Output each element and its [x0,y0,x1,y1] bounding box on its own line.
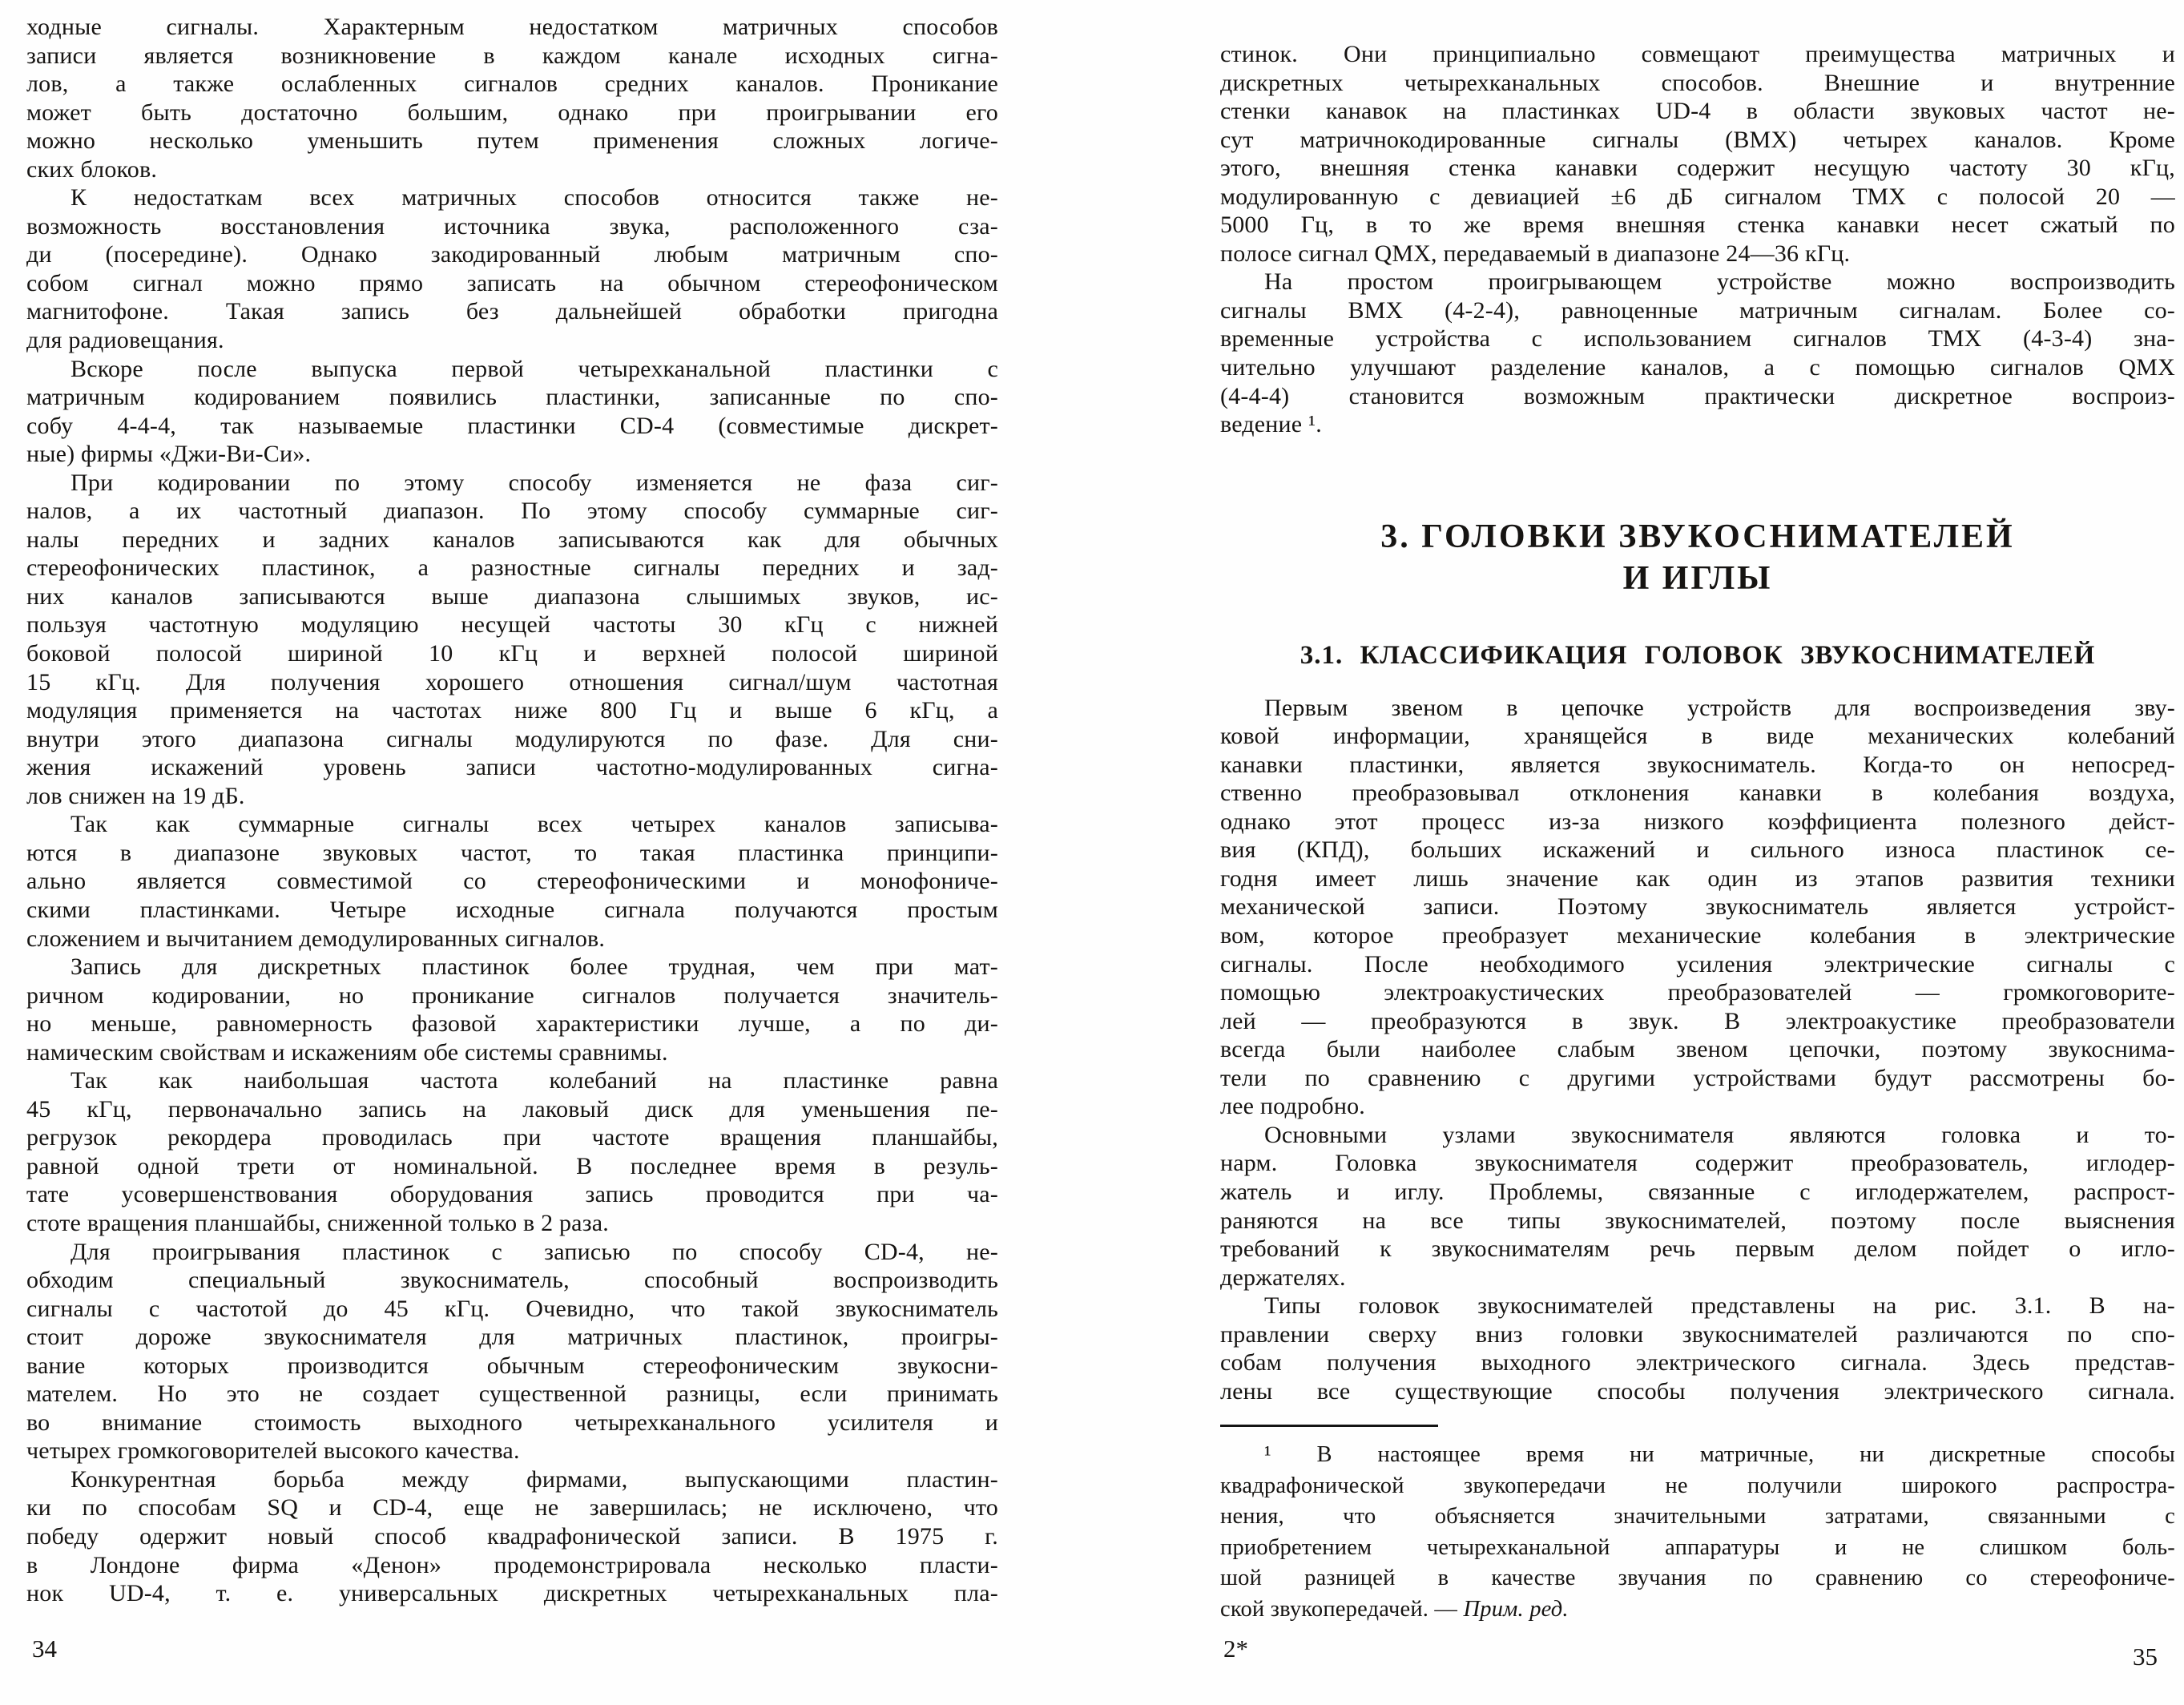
text-line: ные) фирмы «Джи-Ви-Си». [26,441,312,468]
text-line: в Лондоне фирма «Денон» продемонстрировала несколько пласти- [26,1551,998,1578]
text-line: этого, внешняя стенка канавки содержит несущую частоту 30 кГц, [1220,155,2175,182]
text-line: лены все существующие способы получения электрического сигнала. [1220,1377,2175,1405]
text-line: сложением и вычитанием демодулированных сигналов. [26,925,606,952]
text-line: ходные сигналы. Характерным недостатком матричных способов [26,14,998,40]
page-number-right: 35 [2133,1643,2158,1671]
text-line: Первым звеном в цепочке устройств для воспроизведения зву- [1264,694,2175,721]
text-line: временные устройства с использованием сигналов ТМХ (4-3-4) зна- [1220,325,2175,353]
footnote-line: нения, что объясняется значительными затратами, связанными с [1220,1504,2175,1530]
text-line: записи является возникновение в каждом канале исходных сигна- [26,42,998,69]
text-line: них каналов записываются выше диапазона слышимых звуков, ис- [26,582,998,610]
text-line: матричным кодированием появились пластинки, записанные по спо- [26,384,998,411]
text-line: обходим специальный звукосниматель, способный воспроизводить [26,1267,998,1294]
text-line: Конкурентная борьба между фирмами, выпускающими пластин- [71,1465,998,1493]
text-line: тате усовершенствования оборудования запись проводится при ча- [26,1181,998,1208]
text-line: механической записи. Поэтому звукосниматель является устройст- [1220,893,2175,921]
text-line: стоит дороже звукоснимателя для матричных пластинок, проигры- [26,1324,998,1351]
signature-mark: 2* [1223,1634,1248,1663]
text-line: ских блоков. [26,155,158,183]
text-line: правлении сверху вниз головки звукоснимателей различаются по спо- [1220,1320,2175,1348]
text-line: однако этот процесс из-за низкого коэффициента полезного дейст- [1220,808,2175,835]
text-line: (4-4-4) становится возможным практически дискретное воспроиз- [1220,382,2175,409]
text-line: нок UD-4, т. е. универсальных дискретных четырехканальных пла- [26,1580,998,1607]
text-line: стенки канавок на пластинках UD-4 в области звуковых частот не- [1220,98,2175,125]
text-line: полосе сигнал QMX, передаваемый в диапазоне 24—36 кГц. [1220,240,1851,267]
text-line: ричном кодировании, но проникание сигналов получается значитель- [26,981,998,1009]
text-line: ковой информации, хранящейся в виде механических колебаний [1220,723,2175,750]
text-line: сигналы. После необходимого усиления электрические сигналы с [1220,950,2175,977]
text-line: ки по способам SQ и CD-4, еще не завершилась; не исключено, что [26,1494,998,1522]
footnote-line: ской звукопередачей. — Прим. ред. [1220,1596,1569,1622]
text-line: Так как наибольшая частота колебаний на пластинке равна [71,1067,998,1094]
text-line: но меньше, равномерность фазовой характеристики лучше, а по ди- [26,1010,998,1038]
text-line: всегда были наиболее слабым звеном цепочки, поэтому звукоснима- [1220,1036,2175,1063]
chapter-heading [1220,516,2175,599]
text-line: налы передних и задних каналов записываются как для обычных [26,526,998,553]
text-line: раняются на все типы звукоснимателей, поэтому после выяснения [1220,1207,2175,1234]
text-line: чительно улучшают разделение каналов, а с помощью сигналов QMX [1220,354,2175,381]
text-line: магнитофоне. Такая запись без дальнейшей обработки пригодна [26,298,998,325]
text-line: намическим свойствам и искажениям обе системы сравнимы. [26,1038,668,1066]
text-line: лов снижен на 19 дБ. [26,782,245,809]
text-line: собу 4-4-4, так называемые пластинки CD-4 (совместимые дискрет- [26,412,998,439]
text-line: требований к звукоснимателям речь первым делом пойдет о игло- [1220,1235,2175,1263]
left-page-text-column [26,13,998,1608]
footnote-line: ¹ В настоящее время ни матричные, ни дискретные способы [1264,1442,2175,1468]
text-line: равной одной трети от номинальной. В последнее время в резуль- [26,1152,998,1179]
chapter-heading-line-1: 3. ГОЛОВКИ ЗВУКОСНИМАТЕЛЕЙ [1380,518,2015,555]
text-line: ально является совместимой со стереофоническими и монофониче- [26,868,998,895]
footnote-line: шой разницей в качестве звучания по сравнению со стереофониче- [1220,1566,2175,1591]
text-line: Так как суммарные сигналы всех четырех каналов записыва- [71,811,998,838]
text-line: сут матричнокодированные сигналы (ВМХ) четырех каналов. Кроме [1220,126,2175,153]
text-line: Для проигрывания пластинок с записью по способу CD-4, не- [71,1238,998,1265]
text-line: Вскоре после выпуска первой четырехканальной пластинки с [71,355,998,382]
text-line: нарм. Головка звукоснимателя содержит преобразователь, иглодер- [1220,1150,2175,1177]
text-line: лей — преобразуются в звук. В электроакустике преобразователи [1220,1007,2175,1034]
text-line: ди (посередине). Однако закодированный любым матричным спо- [26,241,998,268]
text-line: дискретных четырехканальных способов. Внешние и внутренние [1220,69,2175,96]
text-line: налов, а их частотный диапазон. По этому способу суммарные сиг- [26,498,998,525]
text-line: собом сигнал можно прямо записать на обычном стереофоническом [26,269,998,296]
text-line: стоте вращения планшайбы, сниженной только в 2 раза. [26,1209,609,1236]
text-line: собам получения выходного электрического сигнала. Здесь представ- [1220,1349,2175,1376]
footnote [1220,1440,2175,1625]
text-line: тели по сравнению с другими устройствами будут рассмотрены бо- [1220,1064,2175,1091]
text-line: вия (КПД), больших искажений и сильного износа пластинок се- [1220,836,2175,864]
text-line: ются в диапазоне звуковых частот, то такая пластинка принципи- [26,839,998,866]
text-line: Типы головок звукоснимателей представлены на рис. 3.1. В на- [1264,1292,2175,1320]
text-line: держателях. [1220,1264,1346,1291]
text-line: регрузок рекордера проводилась при частоте вращения планшайбы, [26,1124,998,1151]
text-line: На простом проигрывающем устройстве можно воспроизводить [1264,268,2175,296]
text-line: сигналы с частотой до 45 кГц. Очевидно, что такой звукосниматель [26,1295,998,1322]
text-line: скими пластинками. Четыре исходные сигнала получаются простым [26,896,998,923]
text-line: жения искажений уровень записи частотно-модулированных сигна- [26,754,998,781]
text-line: помощью электроакустических преобразователей — громкоговорите- [1220,979,2175,1006]
text-line: канавки пластинки, является звукосниматель. Когда-то он непосред- [1220,751,2175,778]
text-line: ственно преобразовывал отклонения канавки в колебания воздуха, [1220,780,2175,807]
text-line: 5000 Гц, в то же время внешняя стенка канавки несет сжатый по [1220,212,2175,239]
text-line: лов, а также ослабленных сигналов средних каналов. Проникание [26,71,998,98]
text-line: модулированную с девиацией ±6 дБ сигналом ТМХ с полосой 20 — [1220,183,2175,210]
text-line: боковой полосой шириной 10 кГц и верхней полосой шириной [26,640,998,667]
footnote-line: квадрафонической звукопередачи не получили широкого распростра- [1220,1473,2175,1498]
text-line: лее подробно. [1220,1093,1365,1120]
text-line: сигналы ВМХ (4-2-4), равноценные матричным сигналам. Более со- [1220,296,2175,324]
text-line: К недостаткам всех матричных способов относится также не- [71,184,998,212]
footnote-line: приобретением четырехканальной аппаратуры и не слишком боль- [1220,1534,2175,1560]
text-line: жатель и иглу. Проблемы, связанные с иглодержателем, распрост- [1220,1178,2175,1205]
text-line: модуляция применяется на частотах ниже 800 Гц и выше 6 кГц, а [26,697,998,724]
text-line: Основными узлами звукоснимателя являются головка и то- [1264,1121,2175,1148]
text-line: Запись для дискретных пластинок более трудная, чем при мат- [71,953,998,981]
text-line: ведение ¹. [1220,411,1322,438]
chapter-heading-line-2: И ИГЛЫ [1622,559,1773,597]
text-line: При кодировании по этому способу изменяется не фаза сиг- [71,469,998,496]
right-page-text-block-1 [1220,40,2175,439]
text-line: пользуя частотную модуляцию несущей частоты 30 кГц с нижней [26,611,998,639]
text-line: 45 кГц, первоначально запись на лаковый диск для уменьшения пе- [26,1095,998,1123]
text-line: годня имеет лишь значение как один из этапов развития техники [1220,865,2175,892]
text-line: победу одержит новый способ квадрафонической записи. В 1975 г. [26,1522,998,1550]
section-heading: 3.1. КЛАССИФИКАЦИЯ ГОЛОВОК ЗВУКОСНИМАТЕЛЕЙ [1300,640,2096,670]
text-line: стинок. Они принципиально совмещают преимущества матричных и [1220,41,2175,67]
text-line: возможность восстановления источника звука, расположенного сза- [26,212,998,240]
page-number-left: 34 [32,1634,57,1663]
right-page-text-block-2 [1220,694,2175,1406]
text-line: во внимание стоимость выходного четырехканального усилителя и [26,1409,998,1436]
text-line: вание которых производится обычным стереофоническим звукосни- [26,1352,998,1379]
footnote-divider [1220,1425,1438,1427]
text-line: стереофонических пластинок, а разностные сигналы передних и зад- [26,554,998,582]
text-line: можно несколько уменьшить путем применения сложных логиче- [26,127,998,155]
text-line: для радиовещания. [26,327,224,354]
text-line: четырех громкоговорителей высокого качества. [26,1437,520,1465]
text-line: вом, которое преобразует механические колебания в электрические [1220,922,2175,949]
text-line: внутри этого диапазона сигналы модулируются по фазе. Для сни- [26,725,998,752]
text-line: может быть достаточно большим, однако при проигрывании его [26,99,998,126]
text-line: 15 кГц. Для получения хорошего отношения сигнал/шум частотная [26,668,998,695]
right-page-column [1220,40,2175,1625]
text-line: мателем. Но это не создает существенной разницы, если принимать [26,1381,998,1408]
